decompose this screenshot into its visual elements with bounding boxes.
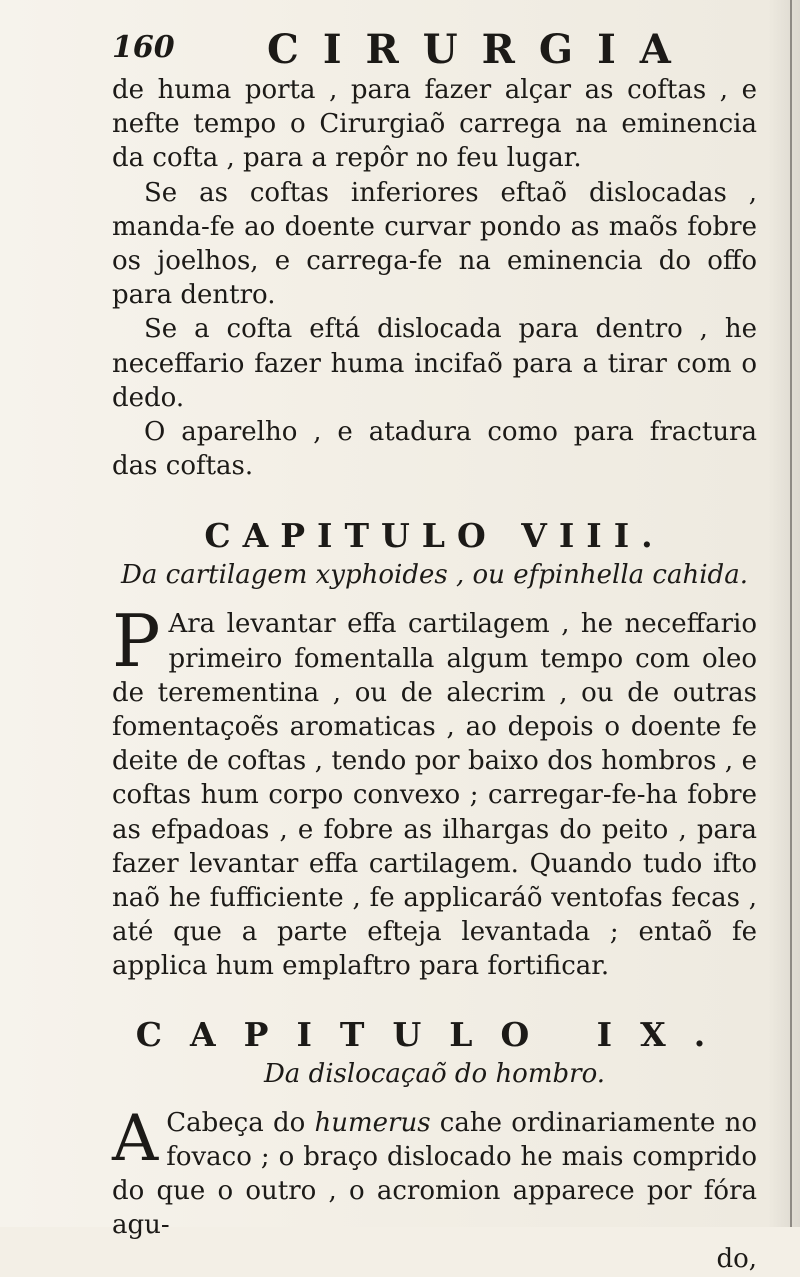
chapter-subtitle: Da dislocaçaõ do hombro.	[263, 1058, 606, 1089]
page-number: 160	[112, 30, 175, 65]
chapter-subtitle-main: Da cartilagem xyphoides	[121, 560, 448, 591]
paragraph: Ara levantar effa cartilagem , he neceffario primeiro fomentalla algum tempo com oleo de terementina , ou de alecrim , ou de outras fomentaçoẽs aromaticas , ao depois o doente fe deite de coftas , tendo por baixo dos hombros , e coftas hum corpo convexo ; carregar-fe-ha fobre as efpadoas , e fobre as ilhargas do peito , para fazer levantar effa cartilagem. Quando tudo ifto naõ he fufficiente , fe applicaráõ ventofas fecas , até que a parte efteja levantada ; entaõ fe applica hum emplaftro para fortificar.	[112, 609, 757, 982]
chapter-subtitle	[112, 557, 757, 593]
running-title: CIRURGIA	[267, 26, 695, 73]
page-body	[112, 73, 757, 1277]
chapter-body	[112, 599, 757, 983]
chapter-heading: CAPITULO IX.	[135, 1014, 734, 1054]
paragraph: Se a cofta eftá dislocada para dentro , he neceffario fazer huma incifaõ para a tirar com o dedo.	[112, 314, 757, 413]
paragraph: de huma porta , para fazer alçar as coftas , e nefte tempo o Cirurgiaõ carrega na eminencia da cofta , para a repôr no feu lugar.	[112, 75, 757, 174]
paragraph	[112, 1101, 757, 1243]
page-edge	[790, 0, 792, 1227]
page-header	[112, 26, 752, 73]
paragraph-text: Cabeça do	[166, 1107, 315, 1138]
drop-cap: A	[112, 1101, 159, 1176]
chapter-heading: CAPITULO VIII.	[204, 516, 665, 556]
paragraph: O aparelho , e atadura como para fractura das coftas.	[112, 417, 757, 482]
latin-term: humerus	[314, 1107, 431, 1138]
catchword: do,	[716, 1244, 757, 1275]
chapter-subtitle-rest: , ou efpinhella cahida.	[447, 560, 748, 591]
paragraph-text: cahe ordinariamente no fovaco ; o braço dislocado he mais comprido do que o outro , o acromion apparece por fóra agu-	[112, 1107, 757, 1241]
paragraph: Se as coftas inferiores eftaõ dislocadas , manda-fe ao doente curvar pondo as maõs fobre os joelhos, e carrega-fe na eminencia do offo para dentro.	[112, 177, 757, 311]
chapter-body	[112, 1101, 757, 1277]
drop-cap: P	[112, 599, 161, 684]
